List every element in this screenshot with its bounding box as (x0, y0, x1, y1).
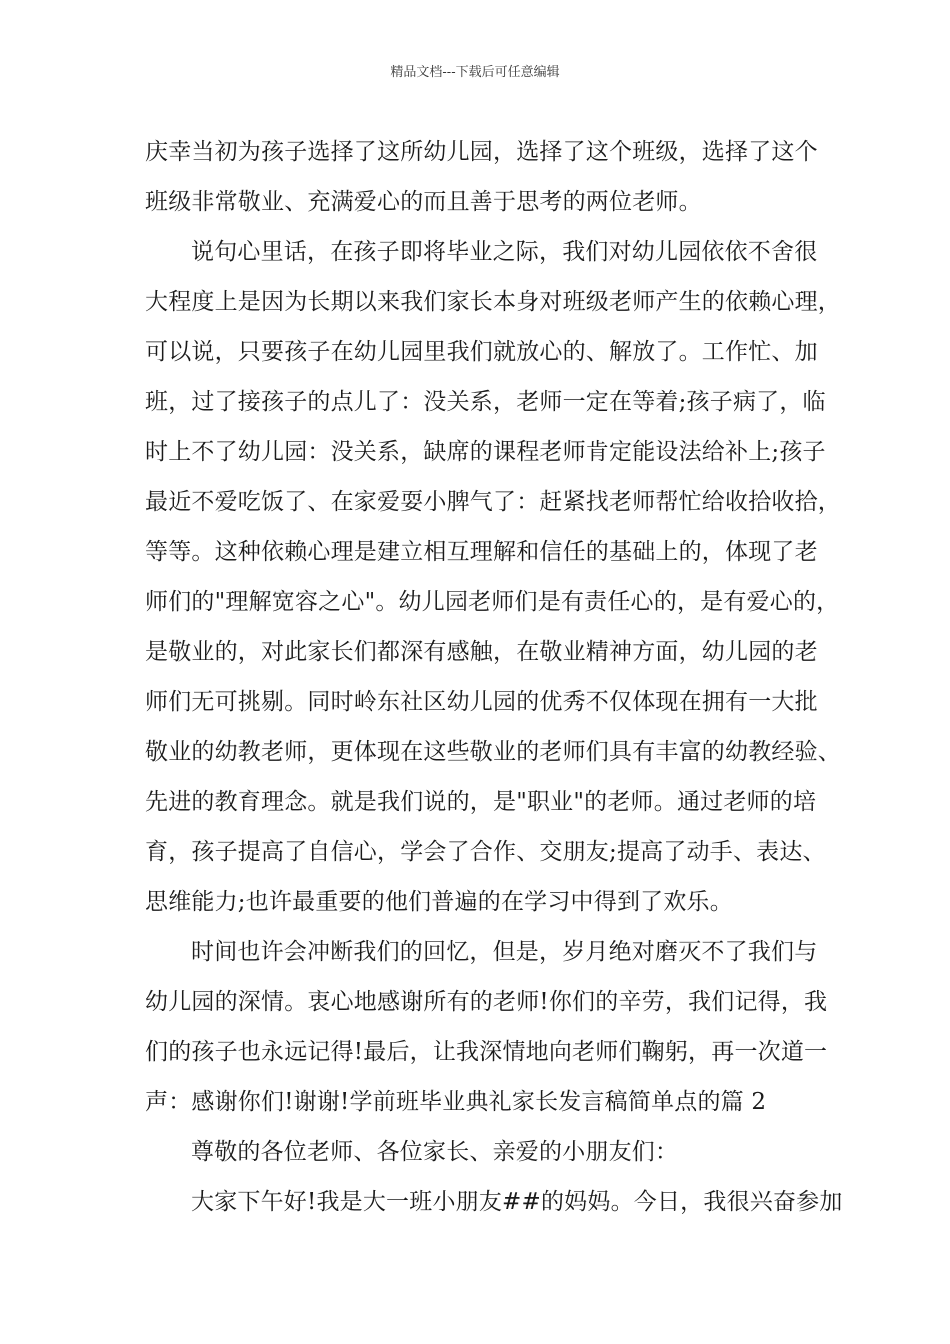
text-line: 声：感谢你们!谢谢!学前班毕业典礼家长发言稿简单点的篇 2 (145, 1089, 767, 1115)
text-line: 时间也许会冲断我们的回忆，但是，岁月绝对磨灭不了我们与 (191, 939, 818, 965)
text-line: 尊敬的各位老师、各位家长、亲爱的小朋友们： (191, 1139, 679, 1165)
text-line: 师们的"理解宽容之心"。幼儿园老师们是有责任心的，是有爱心的， (145, 589, 840, 615)
text-line: 育，孩子提高了自信心，学会了合作、交朋友;提高了动手、表达、 (145, 839, 826, 865)
text-line: 是敬业的，对此家长们都深有感触，在敬业精神方面，幼儿园的老 (145, 639, 818, 665)
text-line: 可以说，只要孩子在幼儿园里我们就放心的、解放了。工作忙、加 (145, 339, 818, 365)
text-line: 幼儿园的深情。衷心地感谢所有的老师!你们的辛劳，我们记得，我 (145, 989, 828, 1015)
text-line: 大程度上是因为长期以来我们家长本身对班级老师产生的依赖心理， (145, 289, 841, 315)
document-body (145, 127, 843, 1227)
text-line: 大家下午好!我是大一班小朋友##的妈妈。今日，我很兴奋参加 (191, 1189, 843, 1215)
text-line: 说句心里话，在孩子即将毕业之际，我们对幼儿园依依不舍很 (191, 239, 818, 265)
text-line: 班，过了接孩子的点儿了：没关系，老师一定在等着;孩子病了，临 (145, 389, 826, 415)
text-line: 思维能力;也许最重要的他们普遍的在学习中得到了欢乐。 (145, 889, 733, 915)
text-line: 师们无可挑剔。同时岭东社区幼儿园的优秀不仅体现在拥有一大批 (145, 689, 818, 715)
text-line: 敬业的幼教老师，更体现在这些敬业的老师们具有丰富的幼教经验、 (145, 739, 841, 765)
text-line: 庆幸当初为孩子选择了这所幼儿园，选择了这个班级，选择了这个 (145, 139, 818, 165)
text-line: 班级非常敬业、充满爱心的而且善于思考的两位老师。 (145, 189, 702, 215)
text-line: 先进的教育理念。就是我们说的，是"职业"的老师。通过老师的培 (145, 789, 817, 815)
text-line: 最近不爱吃饭了、在家爱耍小脾气了：赶紧找老师帮忙给收拾收拾， (145, 489, 841, 515)
page-header: 精品文档---下载后可任意编辑 (390, 65, 560, 80)
text-line: 们的孩子也永远记得!最后，让我深情地向老师们鞠躬，再一次道一 (145, 1039, 828, 1065)
text-line: 等等。这种依赖心理是建立相互理解和信任的基础上的，体现了老 (145, 539, 818, 565)
text-line: 时上不了幼儿园：没关系，缺席的课程老师肯定能设法给补上;孩子 (145, 439, 826, 465)
